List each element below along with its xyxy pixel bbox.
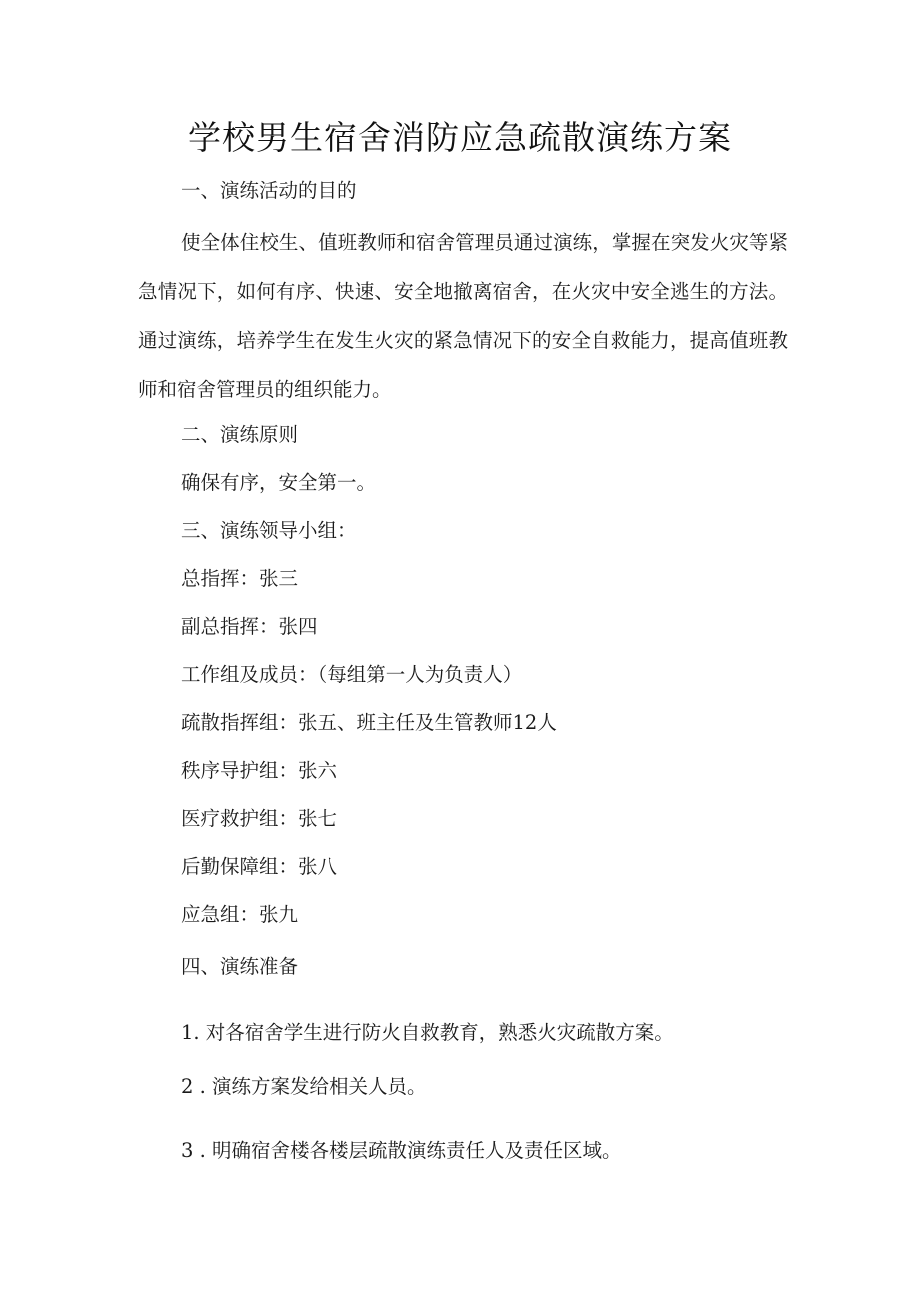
deputy-commander-line: 副总指挥：张四 [181,615,318,638]
medical-group-line: 医疗救护组：张七 [181,807,338,830]
principle-text: 确保有序，安全第一。 [181,471,377,494]
emergency-group-line: 应急组：张九 [181,903,299,926]
commander-line: 总指挥：张三 [181,567,299,590]
preparation-item-3: 3 . 明确宿舍楼各楼层疏散演练责任人及责任区域。 [181,1139,622,1162]
logistics-group-line: 后勤保障组：张八 [181,855,338,878]
section-heading-leadership: 三、演练领导小组： [181,519,357,542]
evacuation-group-line: 疏散指挥组：张五、班主任及生管教师12人 [181,711,557,734]
order-group-line: 秩序导护组：张六 [181,759,338,782]
preparation-item-1: 1. 对各宿舍学生进行防火自救教育，熟悉火灾疏散方案。 [181,1021,674,1044]
groups-intro-line: 工作组及成员：（每组第一人为负责人） [181,663,523,686]
document-title: 学校男生宿舍消防应急疏散演练方案 [188,118,732,157]
preparation-item-2: 2 . 演练方案发给相关人员。 [181,1075,427,1098]
section-heading-preparation: 四、演练准备 [181,955,299,978]
section-heading-purpose: 一、演练活动的目的 [181,179,357,202]
purpose-paragraph: 使全体住校生、值班教师和宿舍管理员通过演练，掌握在突发火灾等紧急情况下，如何有序、快速、安全地撤离宿舍，在火灾中安全逃生的方法。通过演练，培养学生在发生火灾的紧急情况下的安全自救能力，提高值班教师和宿舍管理员的组织能力。 [138,231,788,401]
section-heading-principle: 二、演练原则 [181,423,299,446]
